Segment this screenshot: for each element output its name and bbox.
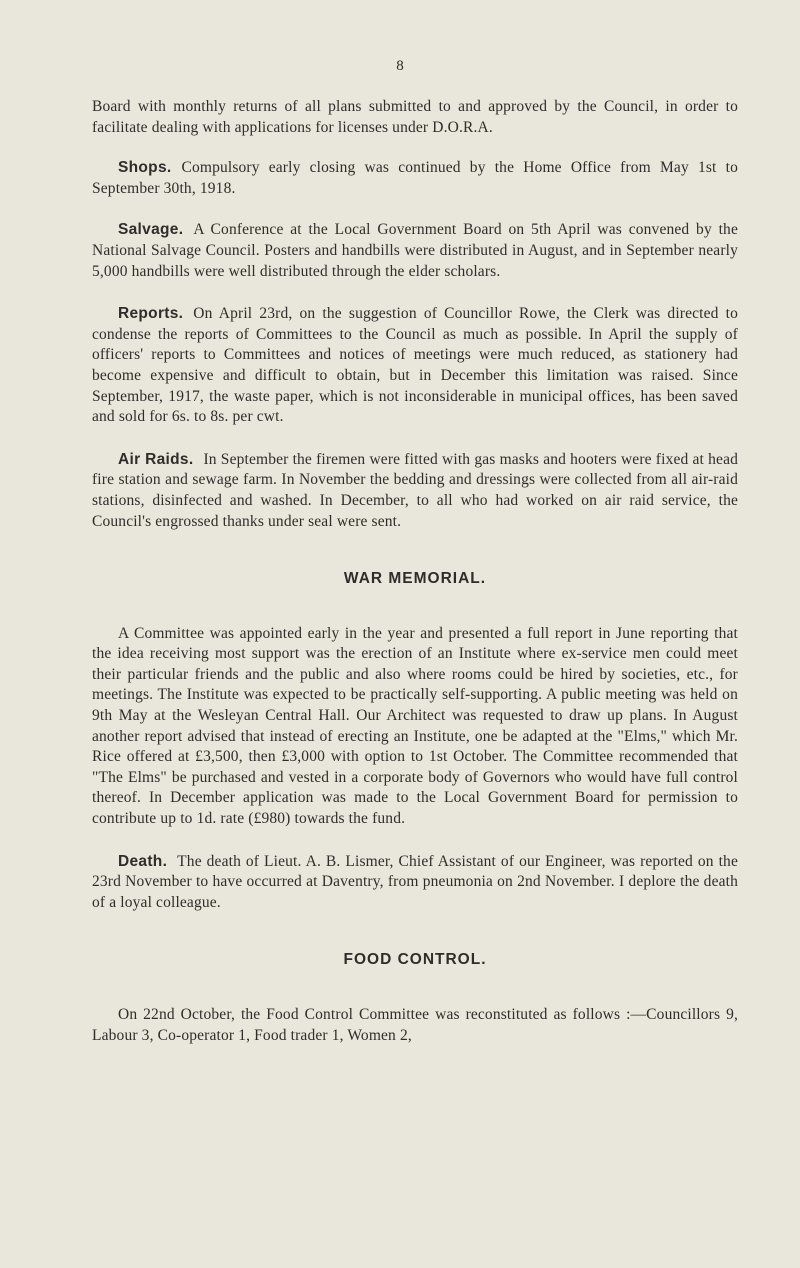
death-heading: Death. (118, 852, 168, 870)
reports-text: On April 23rd, on the suggestion of Councillor Rowe, the Clerk was directed to condense the reports of Committees to the Council as much as possible. In April the supply of officers' reports to Committees and notices of meetings were much reduced, as stationery had become expensive and difficult to obtain, but in December this limitation was raised. Since September, 1917, the waste paper, which is not inconsiderable in municipal offices, has been saved and sold for 6s. to 8s. per cwt. (92, 305, 738, 426)
death-paragraph (92, 852, 738, 914)
shops-paragraph (92, 158, 738, 199)
salvage-heading: Salvage. (118, 221, 184, 239)
air-raids-paragraph (92, 450, 738, 532)
war-memorial-title: WAR MEMORIAL. (343, 570, 487, 588)
food-control-title: FOOD CONTROL. (343, 951, 487, 969)
air-raids-heading: Air Raids. (118, 450, 194, 468)
air-raids-text: In September the firemen were fitted with gas masks and hooters were fixed at head fire station and sewage farm. In November the bedding and dressings were collected from all air-raid stations, disinfected and washed. In December, to all who had worked on air raid service, the Council's engrossed thanks under seal were sent. (92, 450, 738, 530)
salvage-text: A Conference at the Local Government Board on 5th April was convened by the National Salvage Council. Posters and handbills were distributed in August, and in September nearly 5,000 handbills were well distributed through the elder scholars. (92, 221, 738, 280)
war-memorial-paragraph: A Committee was appointed early in the year and presented a full report in June reporting that the idea receiving most support was the erection of an Institute where ex-service men could meet their particular friends and the public and also where rooms could be hired by societies, etc., for meetings. The Institute was expected to be practically self-supporting. A public meeting was held on 9th May at the Wesleyan Central Hall. Our Architect was requested to draw up plans. In August another report advised that instead of erecting an Institute, one be adapted at the "Elms," which Mr. Rice offered at £3,500, then £3,000 with option to 1st October. The Committee recommended that "The Elms" be purchased and vested in a corporate body of Governors who would have full control thereof. In December application was made to the Local Government Board for permission to contribute up to 1d. rate (£980) towards the fund. (92, 624, 738, 828)
intro-paragraph: Board with monthly returns of all plans submitted to and approved by the Council, in order to facilitate dealing with applications for licenses under D.O.R.A. (92, 98, 738, 136)
reports-heading: Reports. (118, 305, 184, 323)
food-control-paragraph: On 22nd October, the Food Control Committee was reconstituted as follows :—Councillors 9, Labour 3, Co-operator 1, Food trader 1, Women 2, (92, 1006, 738, 1044)
shops-text: Compulsory early closing was continued by the Home Office from May 1st to September 30th, 1918. (92, 159, 738, 197)
reports-paragraph (92, 304, 738, 428)
page-content (92, 97, 738, 1046)
page-number: 8 (396, 58, 404, 74)
death-text: The death of Lieut. A. B. Lismer, Chief Assistant of our Engineer, was reported on the 23rd November to have occurred at Daventry, from pneumonia on 2nd November. I deplore the death of a loyal colleague. (92, 852, 738, 911)
salvage-paragraph (92, 220, 738, 282)
shops-heading: Shops. (118, 159, 172, 177)
